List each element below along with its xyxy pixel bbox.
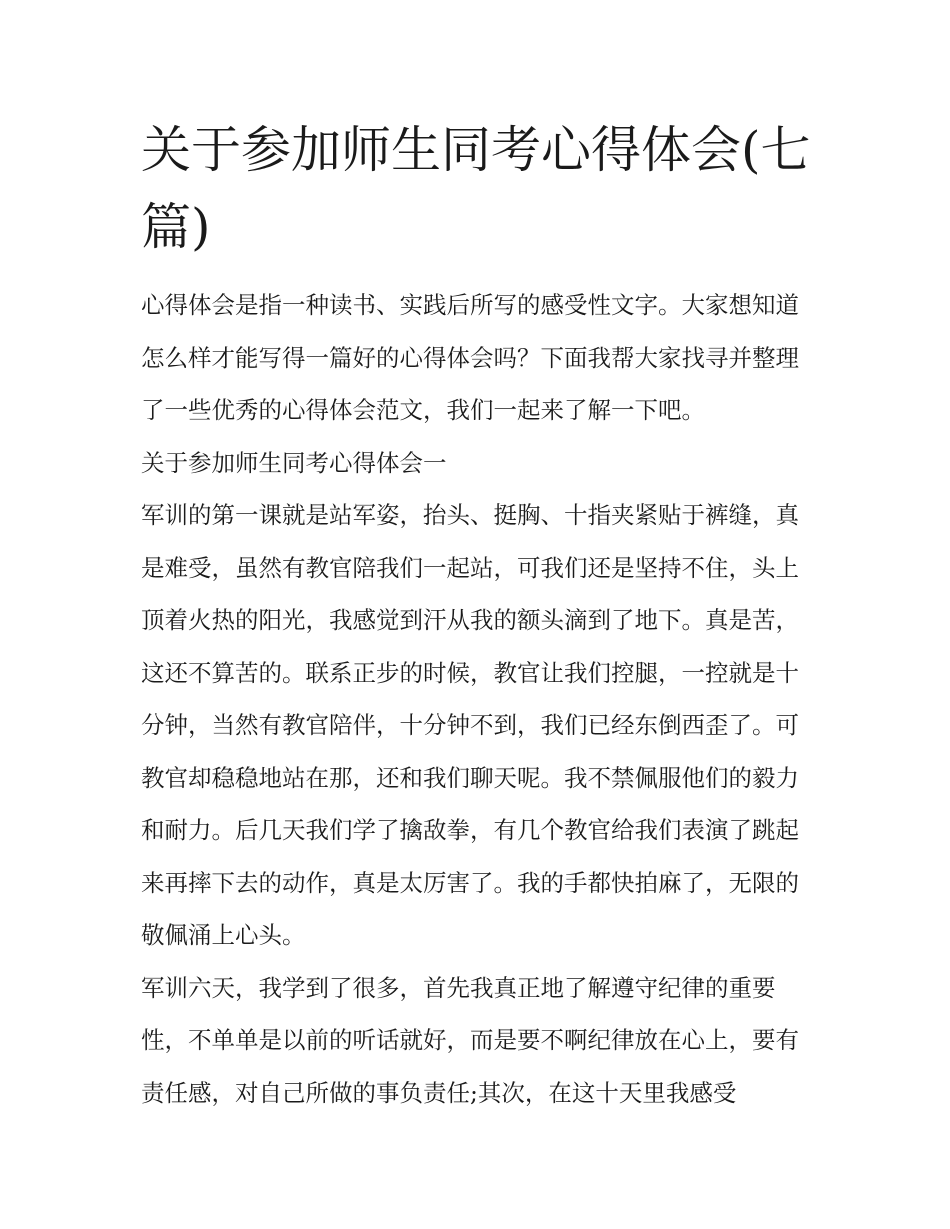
document-body [141, 112, 813, 1119]
body-paragraph: 军训的第一课就是站军姿，抬头、挺胸、十指夹紧贴于裤缝，真是难受，虽然有教官陪我们一起站，可我们还是坚持不住，头上顶着火热的阳光，我感觉到汗从我的额头滴到了地下。真是苦，这还不算苦的。联系正步的时候，教官让我们控腿，一控就是十分钟，当然有教官陪伴，十分钟不到，我们已经东倒西歪了。可教官却稳稳地站在那，还和我们聊天呢。我不禁佩服他们的毅力和耐力。后几天我们学了擒敌拳，有几个教官给我们表演了跳起来再摔下去的动作，真是太厉害了。我的手都快拍麻了，无限的敬佩涌上心头。 [141, 501, 799, 949]
intro-paragraph: 心得体会是指一种读书、实践后所写的感受性文字。大家想知道怎么样才能写得一篇好的心得体会吗？下面我帮大家找寻并整理了一些优秀的心得体会范文，我们一起来了解一下吧。 [141, 291, 799, 424]
section-heading: 关于参加师生同考心得体会一 [141, 448, 447, 477]
document-title: 关于参加师生同考心得体会(七篇) [141, 121, 811, 256]
body-paragraph: 军训六天，我学到了很多，首先我真正地了解遵守纪律的重要性，不单单是以前的听话就好，而是要不啊纪律放在心上，要有责任感，对自己所做的事负责任;其次，在这十天里我感受 [141, 973, 799, 1107]
